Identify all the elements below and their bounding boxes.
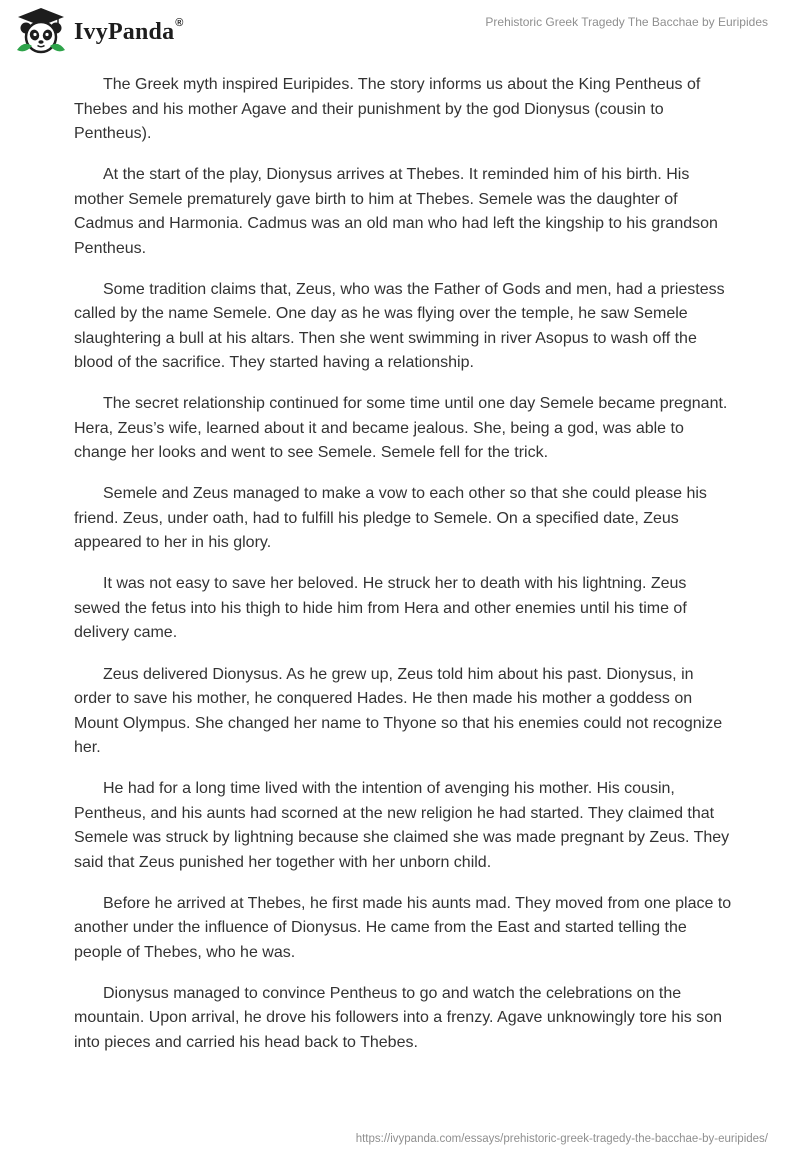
source-url[interactable]: https://ivypanda.com/essays/prehistoric-greek-tragedy-the-bacchae-by-euripides/	[355, 1133, 768, 1145]
page-header	[0, 0, 800, 64]
logo-wordmark: IvyPanda	[74, 18, 175, 45]
paragraph: It was not easy to save her beloved. He struck her to death with his lightning. Zeus sewed the fetus into his thigh to hide him from Hera and other enemies until his time of delivery came.	[74, 575, 687, 642]
paragraph: Semele and Zeus managed to make a vow to each other so that she could please his friend. Zeus, under oath, had to fulfill his pledge to Semele. On a specified date, Zeus appeared to her in his glory.	[74, 485, 707, 552]
paragraph: Before he arrived at Thebes, he first made his aunts mad. They moved from one place to another under the influence of Dionysus. He came from the East and started telling the people of Thebes, who he was.	[74, 894, 732, 961]
paragraph: The Greek myth inspired Euripides. The story informs us about the King Pentheus of Thebes and his mother Agave and their punishment by the god Dionysus (cousin to Pentheus).	[74, 76, 701, 142]
paragraph: Some tradition claims that, Zeus, who was the Father of Gods and men, had a priestess called by the name Semele. One day as he was flying over the temple, he saw Semele slaughtering a bull at his altars. Then she went swimming in river Asopus to wash off the blood of the sacrifice. They started having a relationship.	[74, 280, 725, 372]
panda-graduation-cap-icon	[14, 6, 68, 56]
ivypanda-logo[interactable]	[14, 6, 184, 56]
paragraph: Zeus delivered Dionysus. As he grew up, Zeus told him about his past. Dionysus, in order to save his mother, he conquered Hades. He then made his mother a goddess on Mount Olympus. She changed her name to Thyone so that his enemies could not recognize her.	[74, 665, 723, 757]
paragraph: Dionysus managed to convince Pentheus to go and watch the celebrations on the mountain. Upon arrival, he drove his followers into a frenzy. Agave unknowingly tore his son into pieces and carried his head back to Thebes.	[74, 984, 723, 1051]
paragraph: He had for a long time lived with the intention of avenging his mother. His cousin, Pentheus, and his aunts had scorned at the new religion he had started. They claimed that Semele was struck by lightning because she claimed she was made pregnant by Zeus. They said that Zeus punished her together with her unborn child.	[74, 780, 730, 871]
essay-body	[74, 73, 734, 1072]
registered-mark: ®	[175, 16, 184, 29]
paragraph: The secret relationship continued for some time until one day Semele became pregnant. Hera, Zeus’s wife, learned about it and became jealous. She, being a god, was able to change her looks and went to see Semele. Semele fell for the trick.	[74, 395, 728, 462]
paragraph: At the start of the play, Dionysus arrives at Thebes. It reminded him of his birth. His mother Semele prematurely gave birth to him at Thebes. Semele was the daughter of Cadmus and Harmonia. Cadmus was an old man who had left the kingship to his grandson Pentheus.	[74, 166, 718, 257]
document-title: Prehistoric Greek Tragedy The Bacchae by Euripides	[485, 15, 768, 29]
